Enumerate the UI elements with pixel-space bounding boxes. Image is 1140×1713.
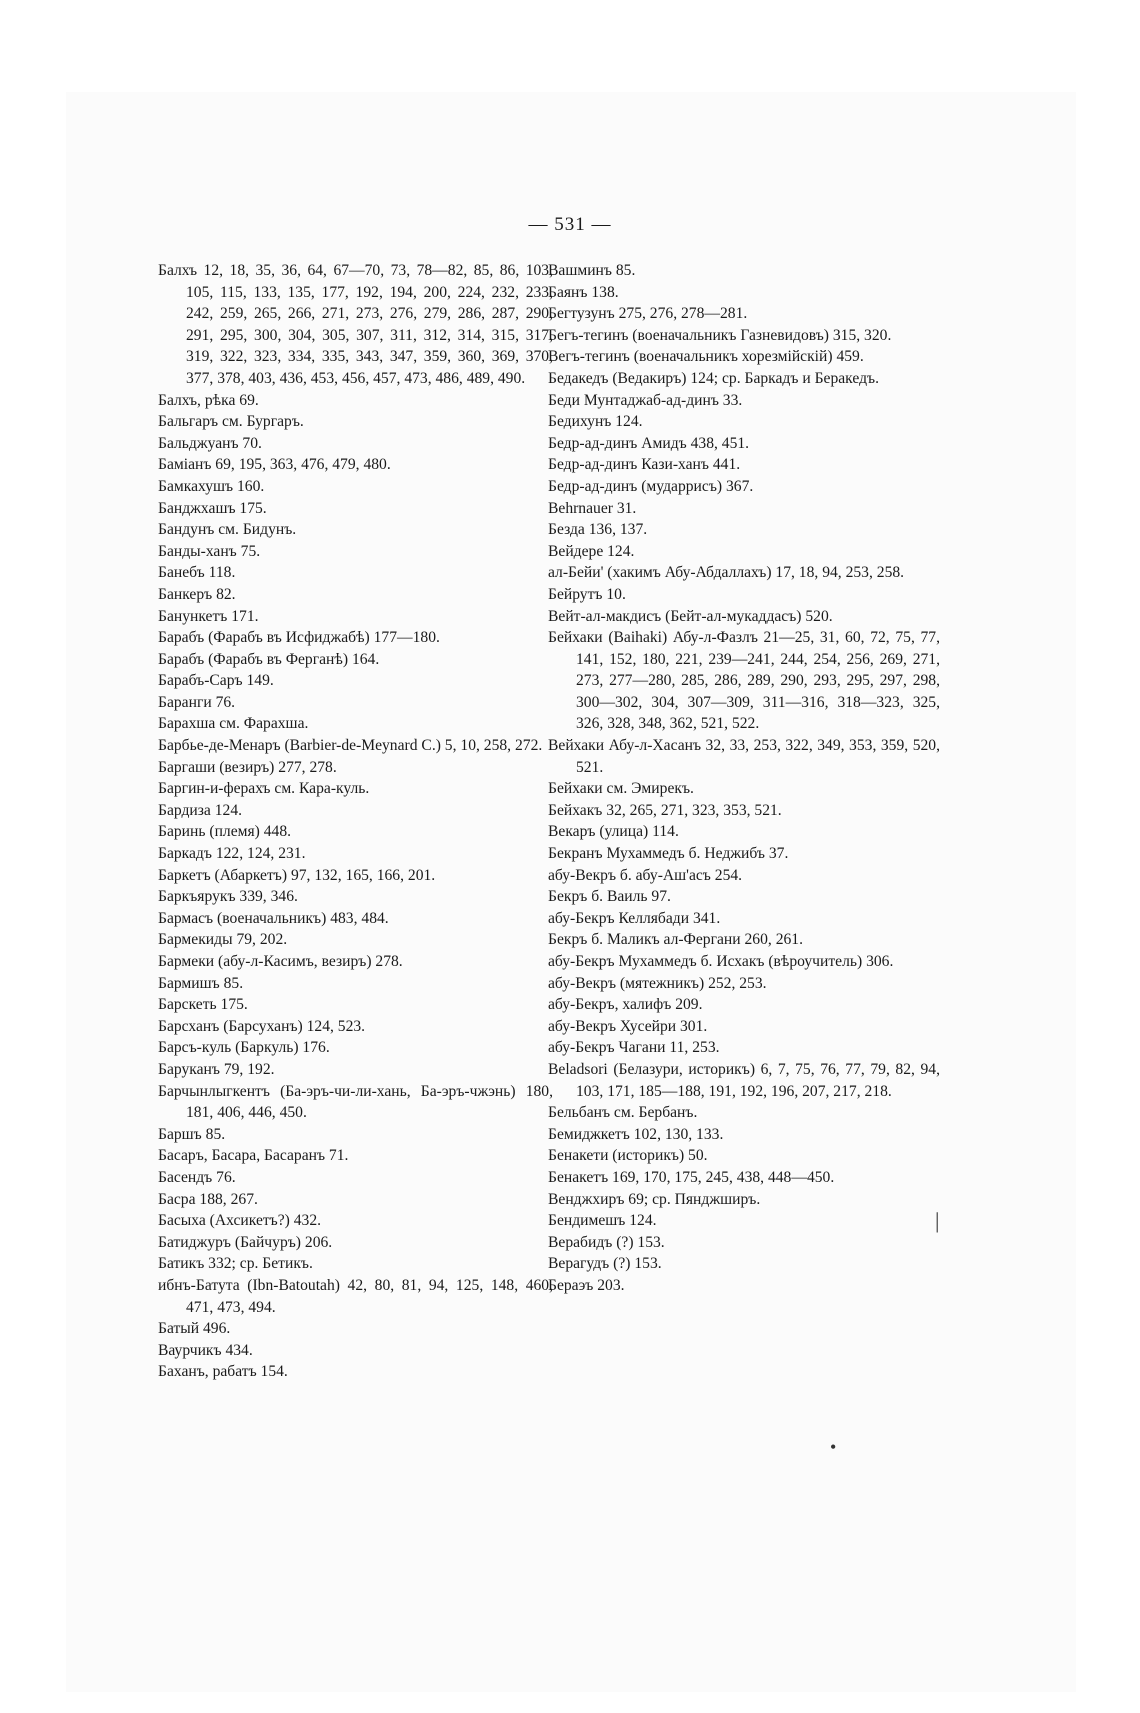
index-entry: Behrnauer 31. [548,499,637,517]
index-entry: Бармекиды 79, 202. [158,931,288,949]
index-entry: Бейхаки (Baihaki) Абу-л-Фазлъ 21—25, 31, 60, 72, 75, 77, 141, 152, 180, 221, 239—241, 244, 254, 256, 269, 271, 273, 277—280, 285, 286, 289, 290, 293, 295, 297, 298, 300—302, 304, 307—309, 311—316, 318—323, 325, 326, 328, 348, 362, 521, 522. [548,629,940,733]
index-entry: Бамкахушъ 160. [158,477,265,495]
index-entry: Барабъ (Фарабъ въ Ферганѣ) 164. [158,650,380,668]
index-column-right [548,260,940,1297]
index-entry: абу-Бекръ Келлябади 341. [548,909,721,927]
index-entry: Бегтузунъ 275, 276, 278—281. [548,305,748,323]
index-entry: Бедакедъ (Ведакиръ) 124; ср. Баркадъ и Беракедъ. [548,369,879,387]
index-entry: Беди Мунтаджаб-ад-динъ 33. [548,391,743,409]
index-entry: Вейдере 124. [548,542,635,560]
index-column-left [158,260,553,1383]
index-entry: Бекръ б. Ваиль 97. [548,888,671,906]
index-entry: Басра 188, 267. [158,1190,258,1208]
index-entry: Бекръ б. Маликъ ал-Фергани 260, 261. [548,931,803,949]
index-entry: абу-Бекръ Мухаммедъ б. Исхакъ (вѣроучитель) 306. [548,953,894,970]
index-entry: Барсханъ (Барсуханъ) 124, 523. [158,1017,366,1035]
index-entry: Баруканъ 79, 192. [158,1060,275,1078]
index-entry: Бельбанъ см. Бербанъ. [548,1104,698,1122]
index-entry: Барахша см. Фарахша. [158,715,309,733]
index-entry: Бекранъ Мухаммедъ б. Неджибъ 37. [548,845,789,863]
index-entry: абу-Векръ б. абу-Аш'асъ 254. [548,866,743,884]
index-entry: Бармишъ 85. [158,974,244,992]
index-entry: Вейт-ал-макдисъ (Бейт-ал-мукаддасъ) 520. [548,607,833,625]
index-entry: Барбье-де-Менаръ (Barbier-de-Meynard C.) 5, 10, 258, 272. [158,737,543,755]
index-entry: Батый 496. [158,1320,231,1338]
index-entry: Beladsori (Белазури, историкъ) 6, 7, 75, 76, 77, 79, 82, 94, 103, 171, 185—188, 191, 192, 196, 207, 217, 218. [548,1060,940,1100]
index-entry: Бальджуанъ 70. [158,434,262,452]
index-entry: Батиджуръ (Байчуръ) 206. [158,1233,333,1251]
index-entry: Барскеть 175. [158,996,248,1014]
index-entry: Бармеки (абу-л-Касимъ, везиръ) 278. [158,953,403,970]
index-entry: Баргаши (везиръ) 277, 278. [158,758,337,776]
index-entry: Бедр-ад-динъ (мударрисъ) 367. [548,477,754,495]
index-entry: Банункетъ 171. [158,607,259,625]
index-entry: Баркъярукъ 339, 346. [158,888,298,906]
index-entry: Бендимешъ 124. [548,1212,657,1230]
margin-mark: | [935,1208,940,1233]
index-entry: Бегъ-тегинъ (военачальникъ Газневидовъ) 315, 320. [548,326,892,344]
index-entry: Вейхаки Абу-л-Хасанъ 32, 33, 253, 322, 349, 353, 359, 520, 521. [548,737,940,776]
index-entry: Бенакети (историкъ) 50. [548,1147,708,1165]
index-entry: Бедр-ад-динъ Кази-ханъ 441. [548,456,741,474]
index-entry: Банкеръ 82. [158,585,236,603]
index-entry: Басендъ 76. [158,1168,236,1186]
index-entry: Бедихунъ 124. [548,413,643,431]
index-entry: Банды-ханъ 75. [158,542,261,560]
index-entry: Бардиза 124. [158,801,243,819]
index-entry: Барабъ-Саръ 149. [158,672,274,690]
index-entry: Бераэъ 203. [548,1276,625,1294]
index-entry: Бейхакъ 32, 265, 271, 323, 353, 521. [548,801,782,819]
index-entry: Ваурчикъ 434. [158,1341,253,1359]
index-entry: Банебъ 118. [158,564,236,582]
index-entry: Бедр-ад-динъ Амидъ 438, 451. [548,434,750,452]
index-entry: Баханъ, рабатъ 154. [158,1363,288,1381]
index-entry: Басыха (Ахсикетъ?) 432. [158,1212,322,1230]
index-entry: Вашминъ 85. [548,262,636,279]
index-entry: Барабъ (Фарабъ въ Исфиджабѣ) 177—180. [158,629,440,647]
index-entry: Баянъ 138. [548,283,619,301]
index-entry: ал-Бейи' (хакимъ Абу-Абдаллахъ) 17, 18, 94, 253, 258. [548,564,905,582]
ink-speck: • [830,1437,837,1457]
index-entry: Баркадъ 122, 124, 231. [158,845,306,863]
index-entry: Баринь (племя) 448. [158,823,292,841]
index-entry: Балхъ, рѣка 69. [158,391,259,409]
index-entry: Бейхаки см. Эмирекъ. [548,780,694,798]
index-entry: Венджхиръ 69; ср. Пянджширъ. [548,1190,761,1208]
index-entry: Верабидъ (?) 153. [548,1233,665,1251]
index-entry: Баргин-и-ферахъ см. Кара-куль. [158,780,370,798]
index-entry: абу-Векръ Хусейри 301. [548,1017,708,1035]
index-entry: абу-Векръ (мятежникъ) 252, 253. [548,974,767,992]
index-entry: Бенакетъ 169, 170, 175, 245, 438, 448—450. [548,1168,835,1186]
page-number: — 531 — [528,214,612,235]
index-entry: Батикъ 332; ср. Бетикъ. [158,1255,313,1273]
index-entry: Векаръ (улица) 114. [548,823,679,841]
index-entry: Бемиджкетъ 102, 130, 133. [548,1125,724,1143]
index-entry: абу-Бекръ, халифъ 209. [548,996,703,1014]
index-entry: Бальгаръ см. Бургаръ. [158,413,304,431]
index-entry: абу-Бекръ Чагани 11, 253. [548,1039,720,1057]
index-entry: Барчынлыгкентъ (Ба-эръ-чи-ли-хань, Ба-эръ-чжэнь) 180, 181, 406, 446, 450. [158,1082,553,1122]
index-entry: Верагудъ (?) 153. [548,1255,662,1273]
index-entry: Бармасъ (военачальникъ) 483, 484. [158,909,389,927]
index-entry: Вегъ-тегинъ (военачальникъ хорезмiйскiй) 459. [548,348,864,366]
index-entry: Басаръ, Басара, Басаранъ 71. [158,1147,349,1165]
index-entry: Барсъ-куль (Баркуль) 176. [158,1039,330,1057]
index-entry: Безда 136, 137. [548,521,648,539]
index-entry: Бейрутъ 10. [548,585,626,603]
index-entry: Баркетъ (Абаркетъ) 97, 132, 165, 166, 201. [158,866,436,884]
index-entry: Баранги 76. [158,693,236,711]
index-entry: Балхъ 12, 18, 35, 36, 64, 67—70, 73, 78—82, 85, 86, 103, 105, 115, 133, 135, 177, 192, 194, 200, 224, 232, 233, 242, 259, 265, 266, 271, 273, 276, 279, 286, 287, 290, 291, 295, 300, 304, 305, 307, 311, 312, 314, 315, 317, 319, 322, 323, 334, 335, 343, 347, 359, 360, 369, 370, 377, 378, 403, 436, 453, 456, 457, 473, 486, 489, 490. [158,262,553,387]
index-entry: ибнъ-Батута (Ibn-Batoutah) 42, 80, 81, 94, 125, 148, 460, 471, 473, 494. [158,1276,553,1316]
index-entry: Бандунъ см. Бидунъ. [158,521,297,539]
index-entry: Баршъ 85. [158,1125,226,1143]
index-entry: Банджхашъ 175. [158,499,267,517]
index-entry: Бамiанъ 69, 195, 363, 476, 479, 480. [158,456,391,474]
